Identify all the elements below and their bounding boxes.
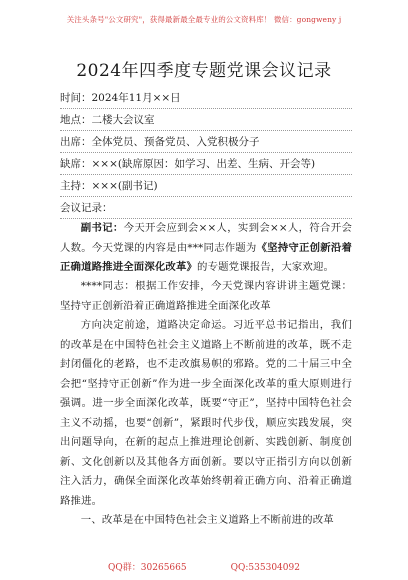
page-title: 2024年四季度专题党课会议记录: [76, 61, 332, 81]
paragraph-text: 今天开会应到会××人，实到会××人，符合开会人数。今天党课的内容是由***同志作题为: [60, 222, 352, 254]
report-title: 《坚持守正创新沿着正确道路推进全面深化改革》: [60, 241, 352, 273]
meta-host: 主持：×××(副书记): [60, 180, 158, 192]
divider: [60, 196, 352, 197]
paragraph-opening: [60, 219, 352, 278]
divider: [60, 152, 352, 153]
divider: [60, 130, 352, 131]
meta-absent: 缺席：×××(缺席原因：如学习、出差、生病、开会等): [60, 158, 316, 170]
meta-place: 地点：二楼大会议室: [60, 114, 155, 126]
footer-qq: QQ:535304092: [230, 563, 300, 573]
footer: [0, 560, 408, 573]
meta-time: 时间：2024年11月××日: [60, 92, 181, 104]
paragraph-body: 方向决定前途，道路决定命运。习近平总书记指出，我们的改革是在中国特色社会主义道路上不断前进的改革，既不走封闭僵化的老路，也不走改旗易帜的邪路。党的二十届三中全会把“坚持守正创新”作为进一步全面深化改革的重大原则进行强调。进一步全面深化改革，既要“守正”，坚持中国特色社会主义不动摇，也要“创新”，紧跟时代步伐，顺应实践发展，突出问题导向，在新的起点上推进理论创新、实践创新、制度创新、文化创新以及其他各方面创新。要以守正指引方向以创新注入活力，确保全面深化改革始终朝着正确方向、沿着正确道路推进。: [60, 319, 352, 507]
section-heading: 一、改革是在中国特色社会主义道路上不断前进的改革: [80, 514, 334, 526]
divider: [60, 108, 352, 109]
speaker-label: 副书记：: [80, 222, 124, 234]
record-label: 会议记录：: [60, 202, 113, 214]
top-banner: 关注头条号"公文研究"，获得最新最全最专业的公文资料库！ 微信：gongweny j: [66, 15, 342, 24]
meta-attend: 出席：全体党员、预备党员、入党积极分子: [60, 136, 260, 148]
footer-qq-group: QQ群：30265665: [108, 563, 187, 573]
paragraph-text: 的专题党课报告，大家欢迎。: [197, 261, 335, 273]
divider: [60, 174, 352, 175]
paragraph-speaker: ****同志：根据工作安排，今天党课内容讲讲主题党课：坚持守正创新沿着正确道路推进全面深化改革: [60, 280, 352, 312]
